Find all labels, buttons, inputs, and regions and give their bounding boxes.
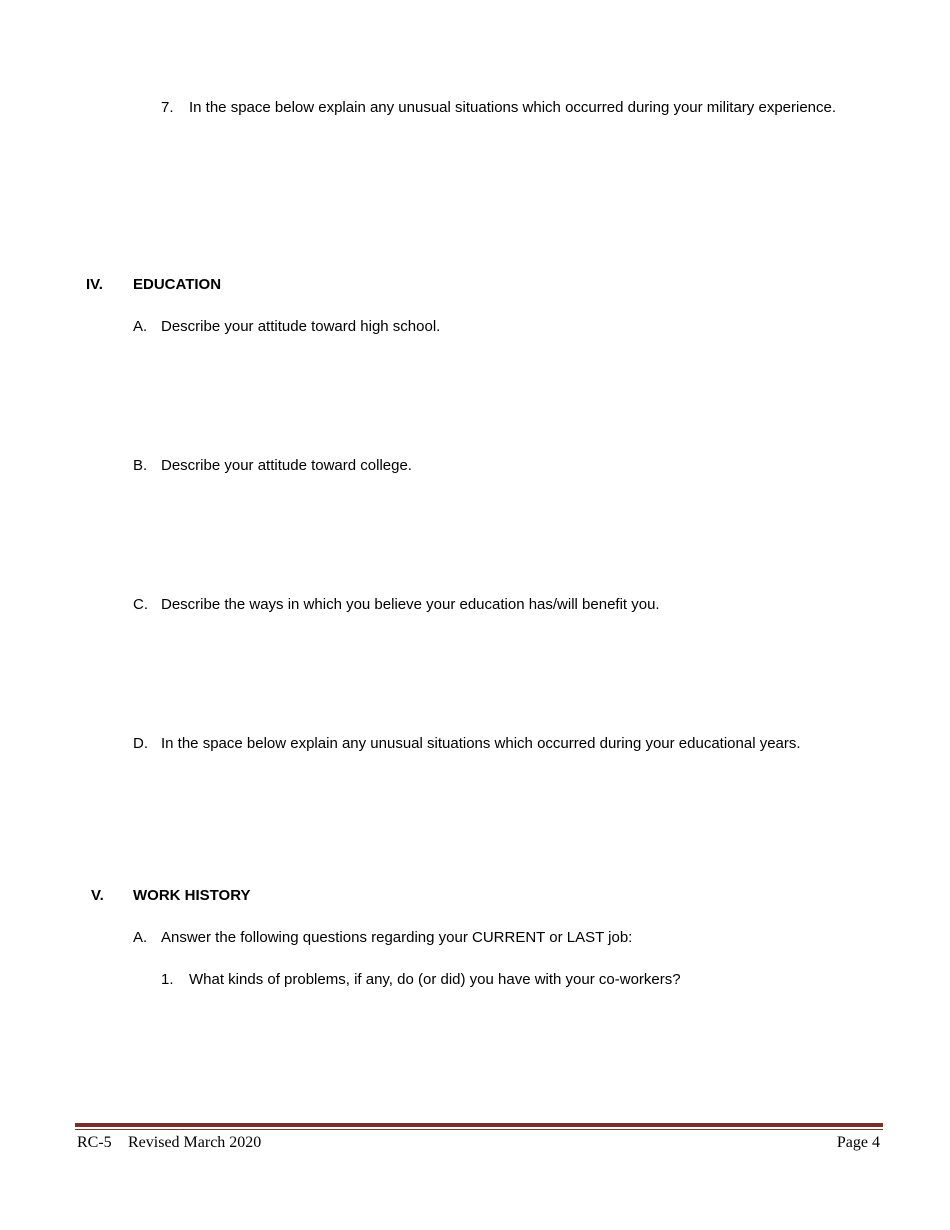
item-iv-a-marker: A. [133, 318, 148, 335]
section-v-title: WORK HISTORY [133, 887, 251, 904]
footer-rule-thin [75, 1129, 883, 1130]
footer-revised-date: Revised March 2020 [128, 1134, 262, 1151]
item-iv-c-marker: C. [133, 596, 148, 613]
item-iv-b-marker: B. [133, 457, 148, 474]
section-v-marker: V. [91, 887, 104, 904]
section-iv-title: EDUCATION [133, 276, 222, 293]
item-v-a-1-text: What kinds of problems, if any, do (or did) you have with your co-workers? [189, 971, 681, 988]
item-7-text: In the space below explain any unusual situations which occurred during your military experience. [189, 99, 837, 116]
item-v-a-marker: A. [133, 929, 148, 946]
item-7-marker: 7. [161, 99, 174, 116]
item-iv-d-marker: D. [133, 735, 148, 752]
footer-form-id: RC-5 [77, 1134, 112, 1151]
footer-page-number: Page 4 [836, 1134, 880, 1151]
item-iv-c-text: Describe the ways in which you believe your education has/will benefit you. [161, 596, 660, 613]
item-v-a-1-marker: 1. [161, 971, 174, 988]
item-v-a-text: Answer the following questions regarding your CURRENT or LAST job: [161, 929, 633, 946]
item-iv-a-text: Describe your attitude toward high school. [161, 318, 441, 335]
footer-rule [75, 1123, 883, 1127]
item-iv-b-text: Describe your attitude toward college. [161, 457, 412, 474]
section-iv-marker: IV. [86, 276, 103, 293]
item-iv-d-text: In the space below explain any unusual situations which occurred during your educational years. [161, 735, 801, 752]
